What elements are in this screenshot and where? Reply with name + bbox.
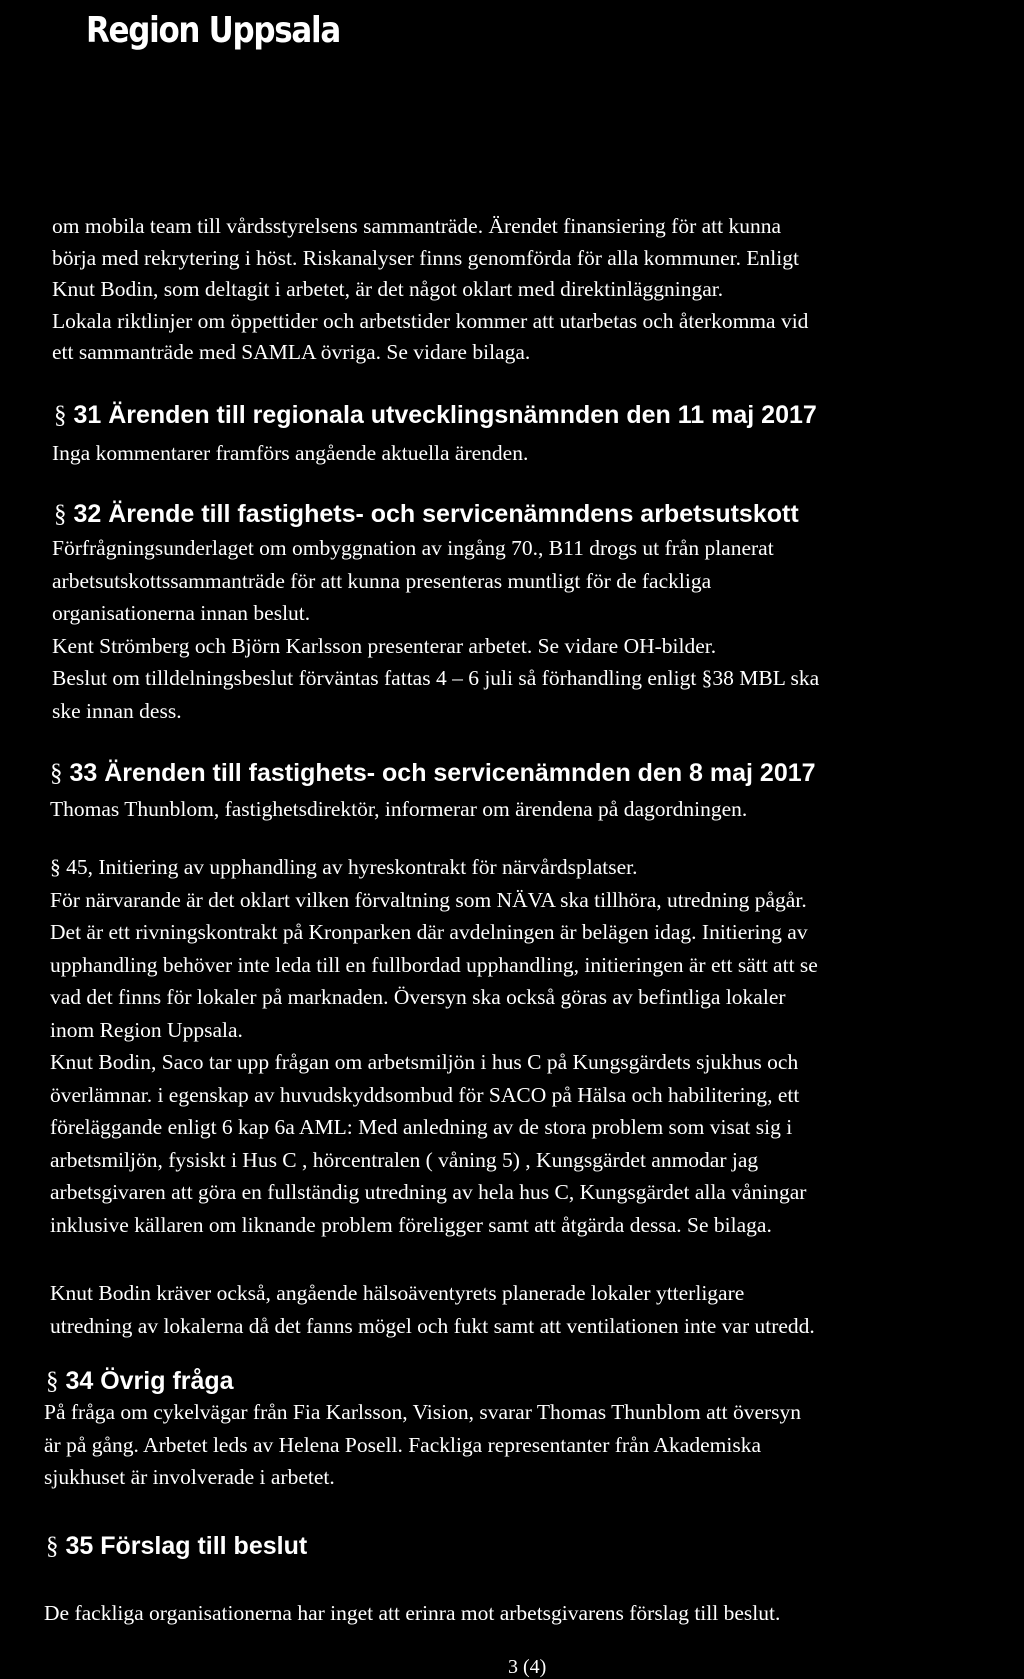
text-line: arbetsgivaren att göra en fullständig utredning av hela hus C, Kungsgärdet alla våningar bbox=[50, 1180, 807, 1204]
section-symbol: § bbox=[46, 1368, 59, 1395]
section-symbol: § bbox=[54, 501, 67, 528]
region-uppsala-logo: Region Uppsala bbox=[86, 10, 340, 51]
text-line: inklusive källaren om liknande problem föreligger samt att åtgärda dessa. Se bilaga. bbox=[50, 1212, 772, 1237]
section-33-heading bbox=[50, 759, 816, 788]
section-title: 34 Övrig fråga bbox=[65, 1367, 234, 1395]
text-line: De fackliga organisationerna har inget att erinra mot arbetsgivarens förslag till beslut. bbox=[44, 1601, 781, 1625]
text-line: § 45, Initiering av upphandling av hyreskontrakt för närvårdsplatser. bbox=[50, 855, 638, 879]
text-line: börja med rekrytering i höst. Riskanalyser finns genomförda för alla kommuner. Enligt bbox=[52, 245, 799, 270]
section-symbol: § bbox=[46, 1533, 59, 1560]
text-line: Beslut om tilldelningsbeslut förväntas fattas 4 – 6 juli så förhandling enligt §38 MBL ska bbox=[52, 666, 820, 690]
page-number: 3 (4) bbox=[508, 1656, 547, 1678]
text-line: arbetsutskottssammanträde för att kunna presenteras muntligt för de fackliga bbox=[52, 568, 712, 593]
text-line: Thomas Thunblom, fastighetsdirektör, informerar om ärendena på dagordningen. bbox=[50, 797, 748, 821]
text-line: upphandling behöver inte leda till en fullbordad upphandling, initieringen är ett sätt att se bbox=[50, 952, 818, 977]
section-34-heading bbox=[46, 1367, 234, 1396]
section-title: 33 Ärenden till fastighets- och servicenämnden den 8 maj 2017 bbox=[69, 759, 816, 787]
text-line: Förfrågningsunderlaget om ombyggnation av ingång 70., B11 drogs ut från planerat bbox=[52, 536, 774, 560]
section-35-body bbox=[44, 1597, 780, 1630]
section-32-body bbox=[52, 532, 819, 727]
text-line: Kent Strömberg och Björn Karlsson presenterar arbetet. Se vidare OH-bilder. bbox=[52, 633, 717, 658]
text-line: ske innan dess. bbox=[52, 698, 182, 723]
section-33-details bbox=[50, 851, 818, 1241]
text-line: sjukhuset är involverade i arbetet. bbox=[44, 1465, 335, 1489]
text-line: föreläggande enligt 6 kap 6a AML: Med anledning av de stora problem som visat sig i bbox=[50, 1115, 793, 1139]
text-line: Inga kommentarer framförs angående aktuella ärenden. bbox=[52, 441, 529, 465]
section-symbol: § bbox=[54, 402, 67, 429]
text-line: Knut Bodin, som deltagit i arbetet, är det något oklart med direktinläggningar. bbox=[52, 277, 724, 301]
section-33-intro bbox=[50, 793, 747, 826]
section-31-heading bbox=[54, 401, 817, 430]
text-line: Knut Bodin kräver också, angående hälsoäventyrets planerade lokaler ytterligare bbox=[50, 1281, 745, 1305]
text-line: På fråga om cykelvägar från Fia Karlsson, Vision, svarar Thomas Thunblom att översyn bbox=[44, 1400, 802, 1424]
text-line: vad det finns för lokaler på marknaden. Översyn ska också göras av befintliga lokaler bbox=[50, 985, 786, 1009]
text-line: organisationerna innan beslut. bbox=[52, 601, 311, 625]
text-line: överlämnar. i egenskap av huvudskyddsombud för SACO på Hälsa och habilitering, ett bbox=[50, 1082, 800, 1107]
text-line: är på gång. Arbetet leds av Helena Posell. Fackliga representanter från Akademiska bbox=[44, 1432, 761, 1457]
section-32-heading bbox=[54, 500, 799, 529]
text-line: inom Region Uppsala. bbox=[50, 1017, 243, 1042]
text-line: Lokala riktlinjer om öppettider och arbetstider kommer att utarbetas och återkomma vid bbox=[52, 308, 809, 333]
text-line: För närvarande är det oklart vilken förvaltning som NÄVA ska tillhöra, utredning pågår. bbox=[50, 887, 807, 912]
text-line: arbetsmiljön, fysiskt i Hus C , hörcentralen ( våning 5) , Kungsgärdet anmodar jag bbox=[50, 1147, 759, 1172]
section-35-heading bbox=[46, 1532, 307, 1561]
text-line: utredning av lokalerna då det fanns mögel och fukt samt att ventilationen inte var utredd. bbox=[50, 1313, 815, 1338]
section-title: 31 Ärenden till regionala utvecklingsnämnden den 11 maj 2017 bbox=[73, 401, 817, 429]
text-line: Det är ett rivningskontrakt på Kronparken där avdelningen är belägen idag. Initiering av bbox=[50, 920, 808, 944]
text-line: ett sammanträde med SAMLA övriga. Se vidare bilaga. bbox=[52, 340, 531, 364]
section-symbol: § bbox=[50, 760, 63, 787]
section-34-body bbox=[44, 1396, 801, 1494]
section-33-followup bbox=[50, 1277, 815, 1342]
section-title: 35 Förslag till beslut bbox=[65, 1532, 308, 1560]
intro-paragraph bbox=[52, 211, 808, 369]
text-line: Knut Bodin, Saco tar upp frågan om arbetsmiljön i hus C på Kungsgärdets sjukhus och bbox=[50, 1050, 799, 1074]
section-title: 32 Ärende till fastighets- och servicenämndens arbetsutskott bbox=[73, 500, 799, 528]
text-line: om mobila team till vårdsstyrelsens sammanträde. Ärendet finansiering för att kunna bbox=[52, 214, 782, 238]
section-31-body bbox=[52, 437, 528, 470]
